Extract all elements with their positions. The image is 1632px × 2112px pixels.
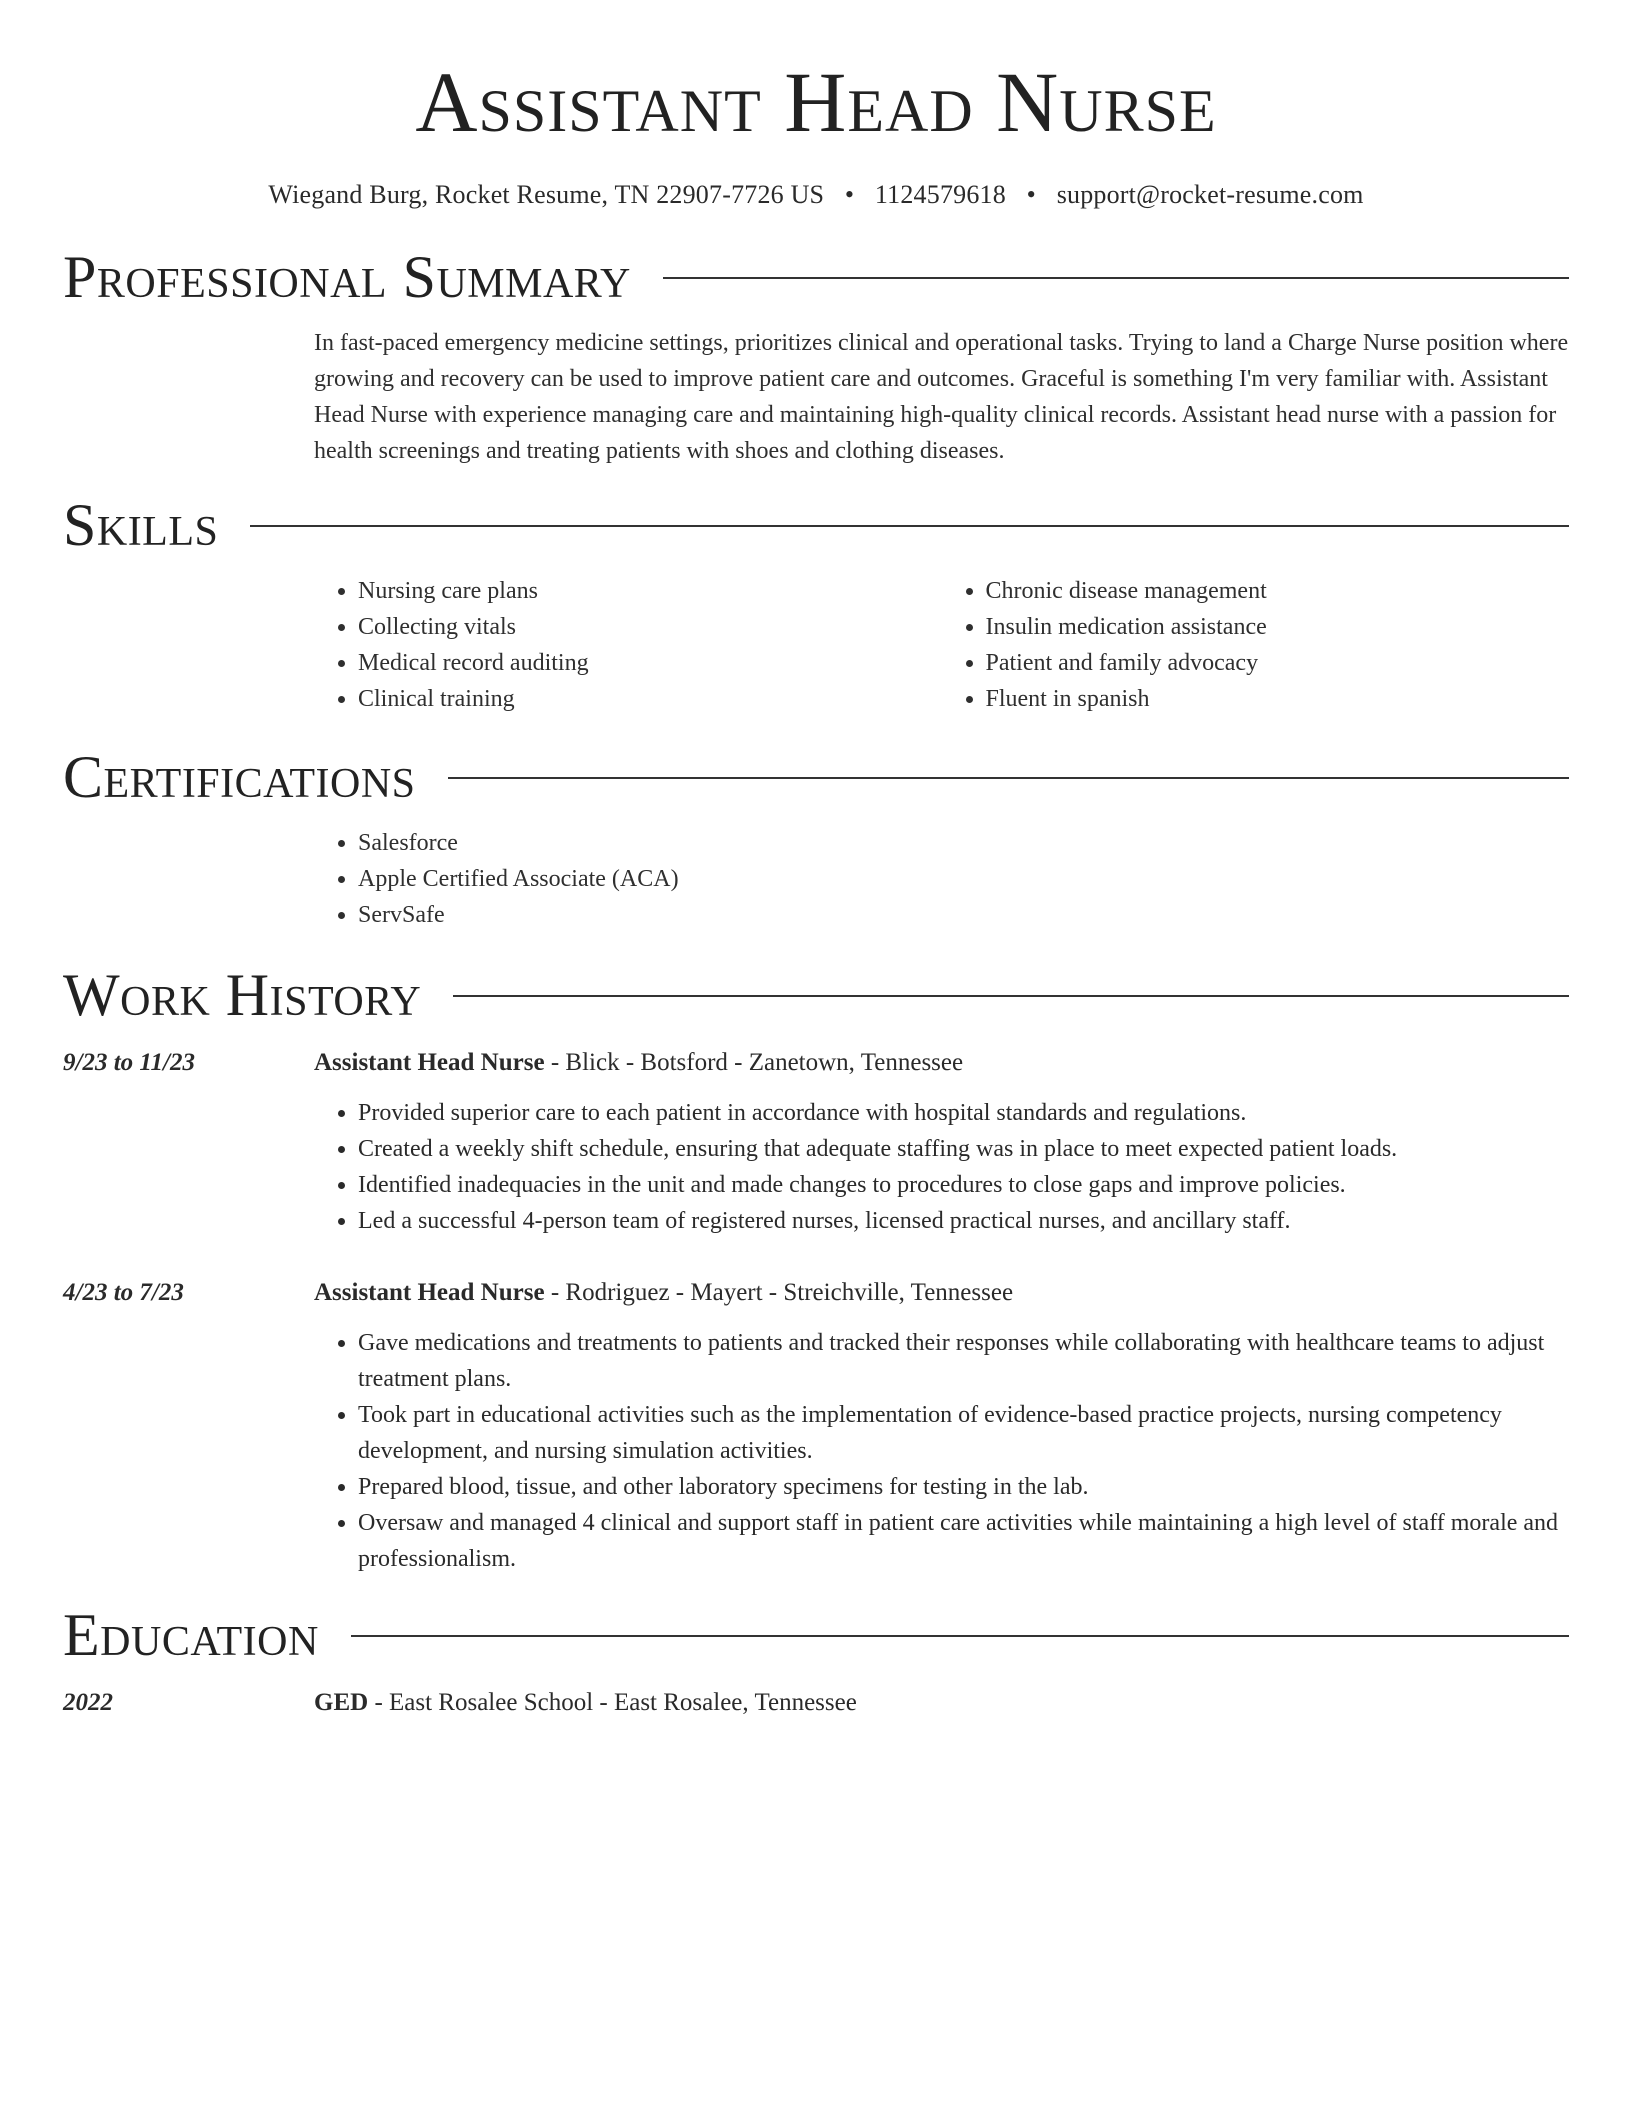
- work-content: [314, 1045, 1569, 1239]
- education-line: [314, 1685, 1569, 1721]
- work-title-line: [314, 1275, 1569, 1311]
- work-bullet: • Prepared blood, tissue, and other laboratory specimens for testing in the lab.: [358, 1469, 1569, 1505]
- contact-separator: •: [1026, 180, 1036, 209]
- work-bullet: • Created a weekly shift schedule, ensuring that adequate staffing was in place to meet expected patient loads.: [358, 1131, 1569, 1167]
- education-entry: [63, 1685, 1569, 1721]
- skill-item: • Clinical training: [358, 681, 942, 717]
- section-divider: [351, 1635, 1569, 1637]
- work-dates: 4/23 to 7/23: [63, 1279, 184, 1306]
- work-bullet: • Identified inadequacies in the unit and made changes to procedures to close gaps and improve policies.: [358, 1167, 1569, 1203]
- skill-item: • Chronic disease management: [986, 573, 1570, 609]
- work-section-title: Work History: [63, 962, 422, 1028]
- contact-phone: 1124579618: [874, 180, 1006, 209]
- certification-item: • Salesforce: [358, 825, 1569, 861]
- summary-section-header: [63, 241, 1569, 313]
- section-divider: [453, 995, 1569, 997]
- work-bullet: • Took part in educational activities such as the implementation of evidence-based practice projects, nursing competency development, and nursing simulation activities.: [358, 1397, 1569, 1469]
- employer-details: - Rodriguez - Mayert - Streichville, Tennessee: [544, 1279, 1014, 1306]
- degree: GED: [314, 1689, 369, 1716]
- skills-column-left: [314, 573, 942, 717]
- skill-item: • Patient and family advocacy: [986, 645, 1570, 681]
- section-divider: [250, 525, 1569, 527]
- job-title: Assistant Head Nurse: [314, 1049, 545, 1076]
- skills-section-header: [63, 489, 1569, 561]
- certifications-list: [314, 825, 1569, 933]
- certification-item: • Apple Certified Associate (ACA): [358, 861, 1569, 897]
- skill-item: • Insulin medication assistance: [986, 609, 1570, 645]
- job-title: Assistant Head Nurse: [314, 1279, 545, 1306]
- skill-item: • Medical record auditing: [358, 645, 942, 681]
- certifications-section-title: Certifications: [63, 744, 416, 810]
- candidate-name: Assistant Head Nurse: [415, 54, 1217, 150]
- skill-item: • Nursing care plans: [358, 573, 942, 609]
- section-divider: [663, 277, 1569, 279]
- contact-email: support@rocket-resume.com: [1056, 180, 1364, 209]
- work-bullets: [314, 1325, 1569, 1577]
- skills-section-title: Skills: [63, 492, 219, 558]
- work-bullets: [314, 1095, 1569, 1239]
- section-divider: [448, 777, 1569, 779]
- education-content: [314, 1685, 1569, 1721]
- work-bullet: • Oversaw and managed 4 clinical and support staff in patient care activities while maintaining a high level of staff morale and professionalism.: [358, 1505, 1569, 1577]
- work-title-line: [314, 1045, 1569, 1081]
- skill-item: • Collecting vitals: [358, 609, 942, 645]
- education-section-title: Education: [63, 1602, 319, 1668]
- education-year: 2022: [63, 1689, 113, 1716]
- work-dates: 9/23 to 11/23: [63, 1049, 195, 1076]
- work-section-header: [63, 959, 1569, 1031]
- contact-address: Wiegand Burg, Rocket Resume, TN 22907-7726 US: [268, 180, 825, 209]
- skill-item: • Fluent in spanish: [986, 681, 1570, 717]
- skills-column-right: [942, 573, 1570, 717]
- work-bullet: • Provided superior care to each patient in accordance with hospital standards and regulations.: [358, 1095, 1569, 1131]
- school-details: - East Rosalee School - East Rosalee, Tennessee: [368, 1689, 857, 1716]
- work-entry: [63, 1045, 1569, 1239]
- work-content: [314, 1275, 1569, 1577]
- summary-text: In fast-paced emergency medicine settings, prioritizes clinical and operational tasks. Trying to land a Charge Nurse position where growing and recovery can be used to improve patient care and outcomes. Graceful is something I'm very familiar with. Assistant Head Nurse with experience managing care and maintaining high-quality clinical records. Assistant head nurse with a passion for health screenings and treating patients with shoes and clothing diseases.: [314, 330, 1569, 464]
- employer-details: - Blick - Botsford - Zanetown, Tennessee: [544, 1049, 964, 1076]
- skills-list: [314, 573, 1569, 717]
- education-section-header: [63, 1599, 1569, 1671]
- certification-item: • ServSafe: [358, 897, 1569, 933]
- work-bullet: • Gave medications and treatments to patients and tracked their responses while collaborating with healthcare teams to adjust treatment plans.: [358, 1325, 1569, 1397]
- work-entry: [63, 1275, 1569, 1577]
- summary-section-title: Professional Summary: [63, 244, 631, 310]
- work-bullet: • Led a successful 4-person team of registered nurses, licensed practical nurses, and ancillary staff.: [358, 1203, 1569, 1239]
- contact-separator: •: [844, 180, 855, 209]
- contact-line: [63, 179, 1569, 211]
- certifications-section-header: [63, 741, 1569, 813]
